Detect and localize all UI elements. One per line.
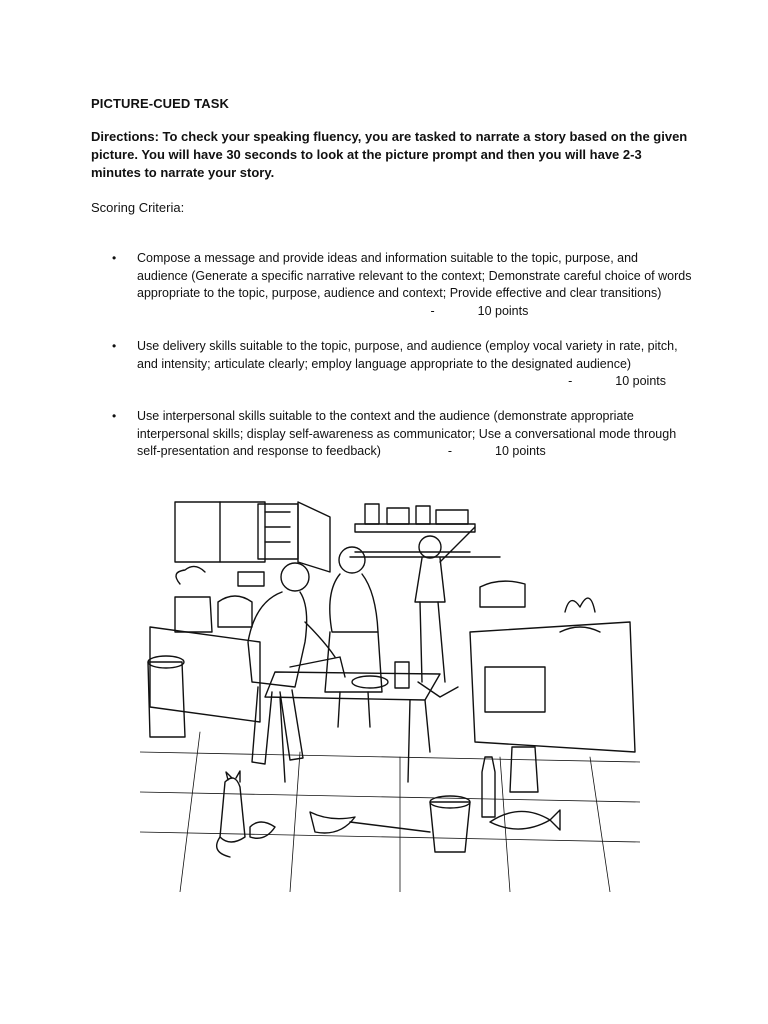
criterion-text: Compose a message and provide ideas and information suitable to the topic, purpose, and audience (Generate a specific narrative relevant to the context; Demonstrate careful choice of words appropriate to the topic, purpose, audience and context; Provide effective and clear transitions): [137, 251, 692, 301]
criterion-points: 10 points: [615, 374, 666, 389]
bin-drawing: [148, 656, 185, 737]
counter-left-drawing: [150, 566, 260, 722]
kitchen-illustration: [140, 492, 640, 892]
directions-paragraph: Directions: To check your speaking fluency, you are tasked to narrate a story based on the given picture. You will have 30 seconds to look at the picture prompt and then you will have 2-3 minutes to narrate your story.: [91, 129, 688, 180]
criterion-points: 10 points: [495, 444, 546, 459]
wall-cabinet-drawing: [175, 502, 330, 572]
criterion-text: Use interpersonal skills suitable to the context and the audience (demonstrate appropriate interpersonal skills; display self-awareness as communicator; Use a conversational mode through self-presentation and response to feedback): [137, 409, 677, 459]
bullet-icon: •: [112, 339, 117, 353]
criterion-item: [112, 408, 692, 461]
old-man-drawing: [248, 563, 335, 764]
criterion-item: [112, 250, 692, 320]
criterion-dash: -: [430, 303, 435, 318]
woman-drawing: [325, 547, 382, 727]
scoring-criteria-label: Scoring Criteria:: [91, 200, 185, 215]
bullet-icon: •: [112, 409, 117, 423]
oven-drawing: [470, 581, 635, 752]
bucket-mop-drawing: [250, 796, 470, 852]
criterion-text: Use delivery skills suitable to the topic, purpose, and audience (employ vocal variety in rate, pitch, and intensity; articulate clearly; employ language appropriate to the designated audience): [137, 339, 678, 371]
bullet-icon: •: [112, 251, 117, 265]
cat-drawing: [217, 771, 245, 857]
criterion-dash: -: [568, 374, 573, 389]
floor-tiles-drawing: [140, 732, 640, 892]
table-drawing: [265, 657, 440, 782]
criterion-points: 10 points: [477, 303, 529, 318]
task-title: PICTURE-CUED TASK: [91, 96, 229, 111]
socket-drawing: [238, 572, 264, 586]
shelf-drawing: [350, 504, 500, 557]
criterion-dash: -: [447, 444, 453, 459]
criterion-item: [112, 338, 692, 391]
